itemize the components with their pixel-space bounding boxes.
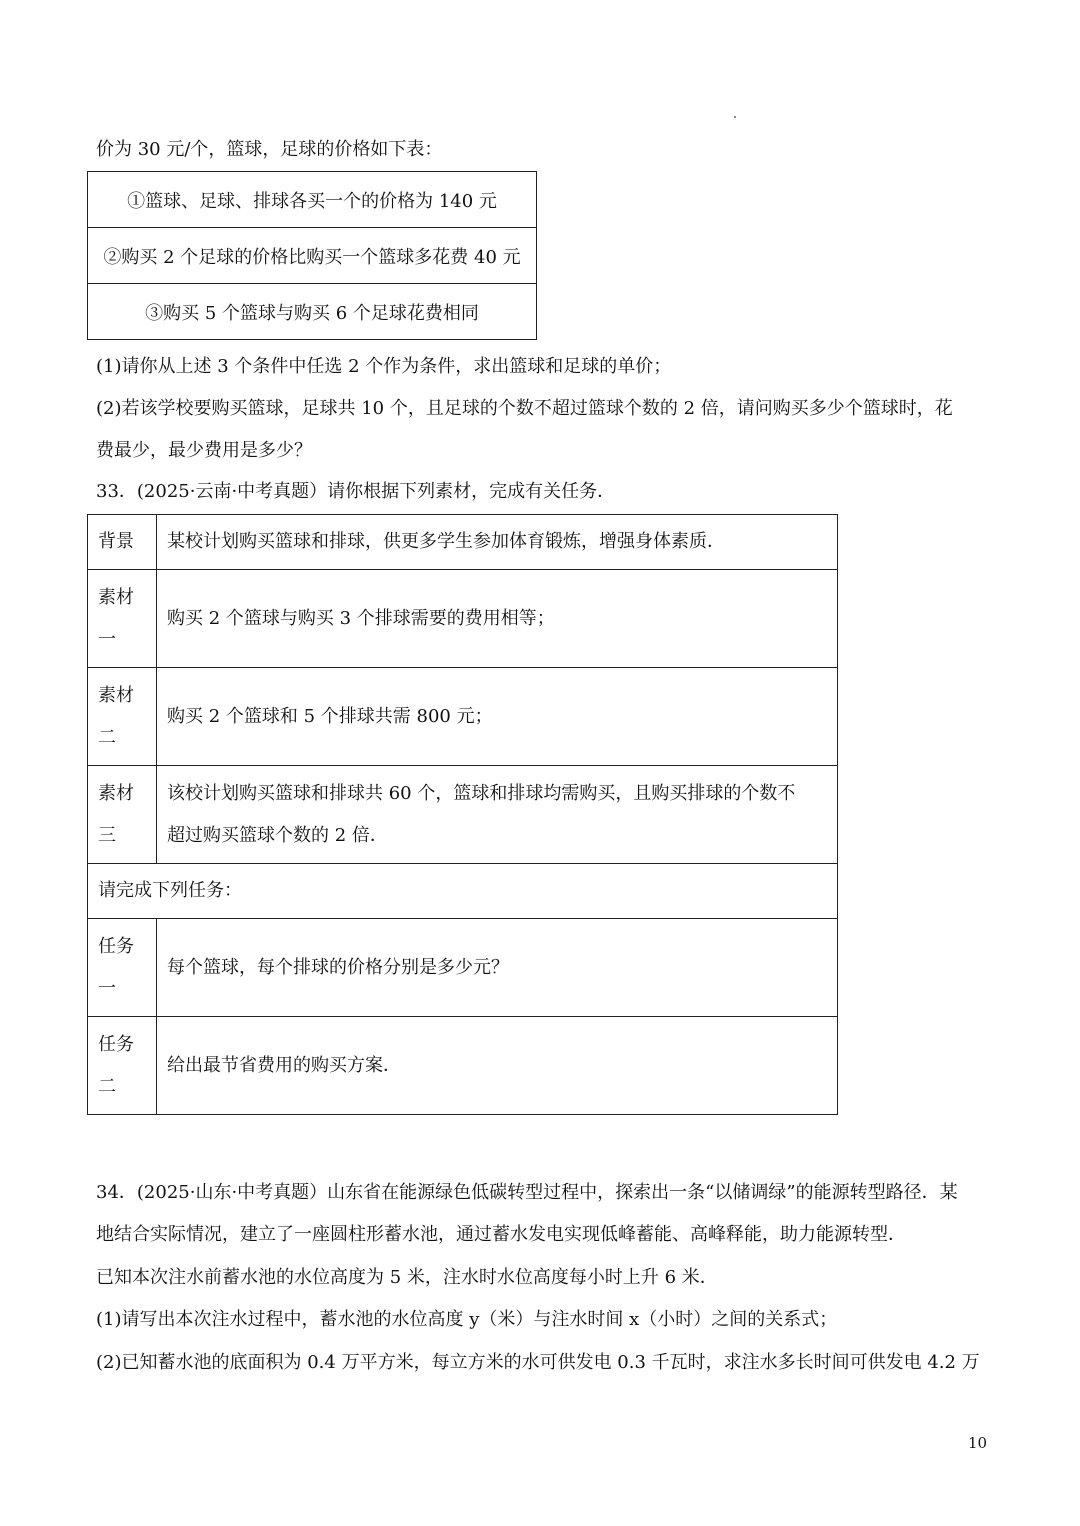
q34-line2: 地结合实际情况，建立了一座圆柱形蓄水池，通过蓄水发电实现低峰蓄能、高峰释能，助力能源转型．	[96, 1224, 906, 1245]
intro-line: 价为 30 元/个，篮球，足球的价格如下表：	[96, 139, 443, 160]
task-2-text: 给出最节省费用的购买方案．	[157, 1017, 838, 1115]
material-2-label-a: 素材	[98, 684, 134, 706]
price-conditions-table	[87, 171, 537, 340]
condition-1: ①篮球、足球、排球各买一个的价格为 140 元	[88, 172, 537, 228]
task-1-label-a: 任务	[98, 935, 134, 957]
background-label: 背景	[88, 515, 157, 570]
material-3-text-a: 该校计划购买篮球和排球共 60 个，篮球和排球均需购买，且购买排球的个数不	[167, 782, 796, 804]
background-text: 某校计划购买篮球和排球，供更多学生参加体育锻炼，增强身体素质．	[157, 515, 838, 570]
condition-2: ②购买 2 个足球的价格比购买一个篮球多花费 40 元	[88, 228, 537, 284]
q32-part2-line1: (2)若该学校要购买篮球，足球共 10 个，且足球的个数不超过篮球个数的 2 倍，请问购买多少个篮球时，花	[96, 398, 953, 419]
q33-title: 33．(2025·云南·中考真题）请你根据下列素材，完成有关任务．	[96, 481, 616, 502]
tasks-header: 请完成下列任务：	[88, 864, 838, 919]
task-1-label-b: 一	[98, 977, 116, 999]
condition-3: ③购买 5 个篮球与购买 6 个足球花费相同	[88, 284, 537, 340]
page-number: 10	[968, 1434, 988, 1452]
q34-part2: (2)已知蓄水池的底面积为 0.4 万平方米，每立方米的水可供发电 0.3 千瓦时，求注水多长时间可供发电 4.2 万	[96, 1352, 980, 1373]
material-1-text: 购买 2 个篮球与购买 3 个排球需要的费用相等；	[157, 570, 838, 668]
material-3-label	[88, 766, 157, 864]
materials-tasks-table	[87, 514, 838, 1115]
material-2-text: 购买 2 个篮球和 5 个排球共需 800 元；	[157, 668, 838, 766]
task-2-label	[88, 1017, 157, 1115]
material-1-label-b: 一	[98, 628, 116, 650]
material-2-label	[88, 668, 157, 766]
material-1-label	[88, 570, 157, 668]
q34-line1: 34．(2025·山东·中考真题）山东省在能源绿色低碳转型过程中，探索出一条“以储调绿”的能源转型路径．某	[96, 1182, 958, 1203]
task-1-text: 每个篮球，每个排球的价格分别是多少元？	[157, 919, 838, 1017]
material-2-label-b: 二	[98, 726, 116, 748]
task-2-label-a: 任务	[98, 1033, 134, 1055]
q32-part1: (1)请你从上述 3 个条件中任选 2 个作为条件，求出篮球和足球的单价；	[96, 356, 672, 377]
q32-part2-line2: 费最少，最少费用是多少？	[96, 440, 312, 461]
material-3-text-b: 超过购买篮球个数的 2 倍．	[167, 824, 388, 846]
material-3-label-b: 三	[98, 824, 116, 846]
material-3-label-a: 素材	[98, 782, 134, 804]
task-2-label-b: 二	[98, 1075, 116, 1097]
q34-line3: 已知本次注水前蓄水池的水位高度为 5 米，注水时水位高度每小时上升 6 米．	[96, 1267, 718, 1288]
scan-dot	[734, 116, 736, 118]
material-3-text	[157, 766, 838, 864]
task-1-label	[88, 919, 157, 1017]
material-1-label-a: 素材	[98, 586, 134, 608]
q34-part1: (1)请写出本次注水过程中，蓄水池的水位高度 y（米）与注水时间 x（小时）之间的关系式；	[96, 1309, 838, 1330]
